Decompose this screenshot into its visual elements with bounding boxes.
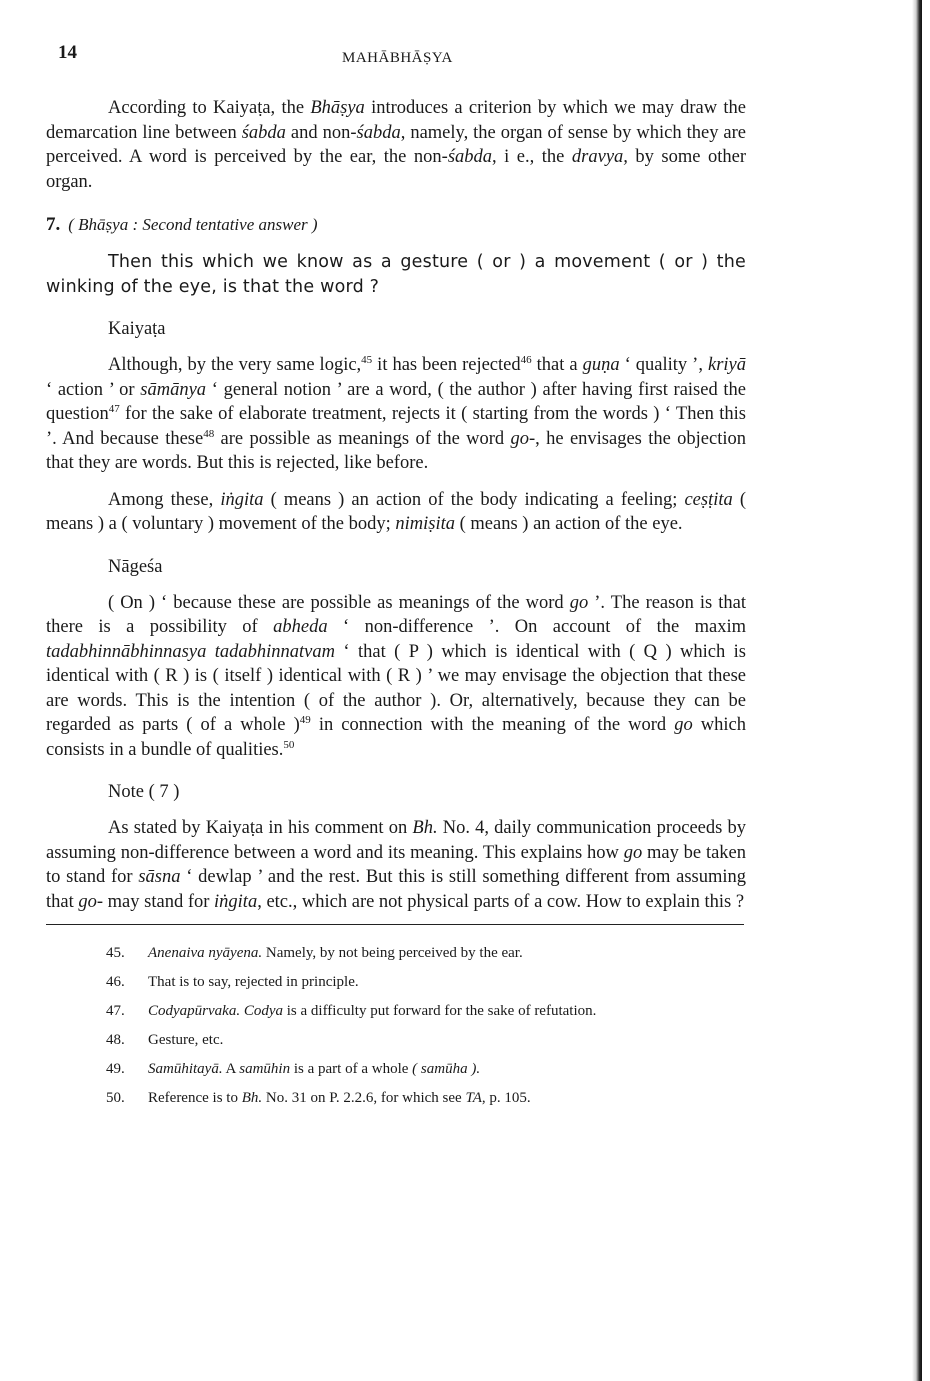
- subheading-note-7: Note ( 7 ): [108, 782, 180, 802]
- footnote-ref: 45: [361, 353, 373, 366]
- footnotes: [46, 939, 746, 1113]
- text-run: is a difficulty put forward for the sake of refutation.: [283, 1003, 597, 1019]
- term: ceṣṭita: [684, 489, 733, 510]
- term: samūhin: [239, 1061, 291, 1077]
- main-text: [46, 96, 746, 1113]
- text-run: ( means ) an action of the eye.: [454, 514, 683, 534]
- text-run: ( means ) a ( voluntary ) movement of the body;: [46, 489, 746, 534]
- text-run: , p. 105.: [481, 1090, 531, 1106]
- footnote-ref: 46: [520, 353, 532, 366]
- text-run: by some other organ.: [46, 147, 747, 192]
- term: Codya: [243, 1003, 283, 1019]
- term: kriyā: [707, 355, 746, 375]
- text-run: introduces a criterion by which we may draw the demarcation line between: [46, 98, 746, 143]
- term: tadabhinnābhinnasya tadabhinnatvam: [46, 641, 335, 662]
- text-run: ( On ) ‘ because these are possible as meanings of the word: [108, 592, 570, 613]
- text-run: According to Kaiyaṭa, the: [108, 98, 311, 118]
- paragraph-kaiyata-comment: [46, 353, 746, 476]
- subheading-kaiyata: Kaiyaṭa: [108, 319, 166, 339]
- page-number: 14: [58, 42, 77, 63]
- text-run: No. 31 on P. 2.2.6, for which see: [262, 1090, 466, 1106]
- term: Bhāṣya: [310, 98, 365, 118]
- footnote-ref: 49: [299, 713, 311, 726]
- text-run: No. 4, daily communication proceeds by assuming non-difference between a word and its meaning. This explains how: [46, 818, 746, 863]
- text-run: ‘ quality ’,: [619, 355, 708, 375]
- text-run: A: [222, 1061, 240, 1077]
- term: nimiṣita: [395, 514, 455, 534]
- footnote-number: 45.: [106, 945, 125, 961]
- term: Samūhitayā.: [148, 1061, 223, 1077]
- term: go-: [78, 891, 104, 912]
- section-heading-7: [46, 212, 746, 238]
- term: sāmānya: [140, 379, 207, 400]
- section-title: ( Bhāṣya : Second tentative answer ): [68, 215, 318, 234]
- text-run: are possible as meanings of the word: [214, 428, 511, 449]
- text-run: ’. The reason is that there is a possibility of: [46, 592, 747, 637]
- text-run: it has been rejected: [372, 355, 521, 375]
- term: Bh.: [241, 1090, 263, 1106]
- footnote-48: [46, 1026, 746, 1055]
- text-run: and non-: [285, 122, 357, 143]
- term: śabda: [241, 122, 286, 143]
- footnote-number: 49.: [106, 1061, 125, 1077]
- footnote-47: [46, 997, 746, 1026]
- footnote-49: [46, 1055, 746, 1084]
- paragraph-ingita-definitions: [46, 488, 746, 537]
- term: go: [674, 715, 693, 735]
- footnote-number: 48.: [106, 1032, 125, 1048]
- footnote-number: 50.: [106, 1090, 125, 1106]
- text-run: may stand for: [103, 891, 215, 912]
- text-run: , he envisages the objection that they are words. But this is rejected, like before.: [46, 428, 746, 473]
- term: śabda: [447, 147, 493, 167]
- text-run: Gesture, etc.: [148, 1032, 224, 1048]
- text-run: Among these,: [108, 489, 221, 510]
- footnote-50: [46, 1084, 746, 1113]
- term: Codyapūrvaka.: [148, 1003, 241, 1019]
- term: sāsna: [138, 867, 181, 887]
- footnote-45: [46, 939, 746, 968]
- text-run: is a part of a whole: [290, 1061, 413, 1077]
- term: go: [623, 842, 643, 863]
- term: go: [569, 592, 589, 613]
- text-run: ‘ action ’ or: [46, 379, 141, 400]
- text-run: As stated by Kaiyaṭa in his comment on: [108, 818, 413, 838]
- footnote-number: 47.: [106, 1003, 125, 1019]
- book-spine-shadow: [912, 0, 922, 1381]
- footnote-46: [46, 968, 746, 997]
- page-header: [46, 40, 746, 70]
- paragraph-kaiyata-criterion: [46, 96, 746, 194]
- text-run: Reference is to: [148, 1090, 242, 1106]
- term: ( samūha ).: [412, 1061, 481, 1077]
- footnote-number: 46.: [106, 974, 125, 990]
- text-run: which consists in a bundle of qualities.: [46, 715, 747, 760]
- term: dravya,: [571, 147, 628, 167]
- text-run: That is to say, rejected in principle.: [148, 974, 359, 990]
- footnote-separator: [46, 924, 744, 925]
- paragraph-nagesa-comment: [46, 591, 746, 763]
- footnote-ref: 47: [108, 402, 120, 415]
- term: guṇa: [582, 355, 620, 375]
- section-number: 7.: [46, 214, 61, 235]
- text-run: , namely, the organ of sense by which they are perceived. A word is perceived by the ear, the non-: [46, 122, 746, 167]
- text-run: , i e., the: [492, 147, 572, 167]
- text-run: that a: [531, 355, 583, 375]
- text-run: Namely, by not being perceived by the ear.: [262, 945, 523, 961]
- text-run: for the sake of elaborate treatment, rejects it ( starting from the words ) ‘ Then this ’. And because these: [46, 404, 746, 449]
- subheading-nagesa: Nāgeśa: [108, 556, 163, 577]
- term: TA: [465, 1090, 482, 1106]
- text-run: ( means ) an action of the body indicating a feeling;: [263, 489, 685, 510]
- term: śabda: [356, 122, 401, 143]
- footnote-ref: 48: [203, 427, 215, 440]
- bhashya-translation: Then this which we know as a gesture ( or ) a movement ( or ) the winking of the eye, is that the word ?: [46, 252, 746, 297]
- text-run: ‘ non-difference ’. On account of the maxim: [327, 617, 746, 637]
- text-run: , etc., which are not physical parts of a cow. How to explain this ?: [257, 891, 745, 912]
- term: iṅgita: [220, 489, 264, 510]
- paragraph-note-7: [46, 816, 746, 914]
- term: go-: [510, 428, 536, 449]
- text-run: may be taken to stand for: [46, 842, 747, 887]
- term: Bh.: [412, 818, 438, 838]
- footnote-ref: 50: [283, 738, 295, 751]
- running-title: MAHĀBHĀṢYA: [342, 50, 453, 66]
- text-run: ‘ that ( P ) which is identical with ( Q ) which is identical with ( R ) is ( itself ) identical with ( R ) ’ we may envisage the objection that these are words. This is the intention ( of the author ). Or, alternatively, because they can be regarded as parts ( of a whole ): [46, 641, 746, 735]
- term: Anenaiva nyāyena.: [148, 945, 263, 961]
- text-run: ‘ general notion ’ are a word, ( the author ) after having first raised the question: [46, 379, 746, 424]
- term: iṅgita: [214, 891, 258, 912]
- text-run: in connection with the meaning of the word: [310, 715, 675, 735]
- text-run: Although, by the very same logic,: [108, 355, 362, 375]
- term: abheda: [273, 617, 328, 637]
- text-run: ‘ dewlap ’ and the rest. But this is still something different from assuming that: [46, 867, 747, 912]
